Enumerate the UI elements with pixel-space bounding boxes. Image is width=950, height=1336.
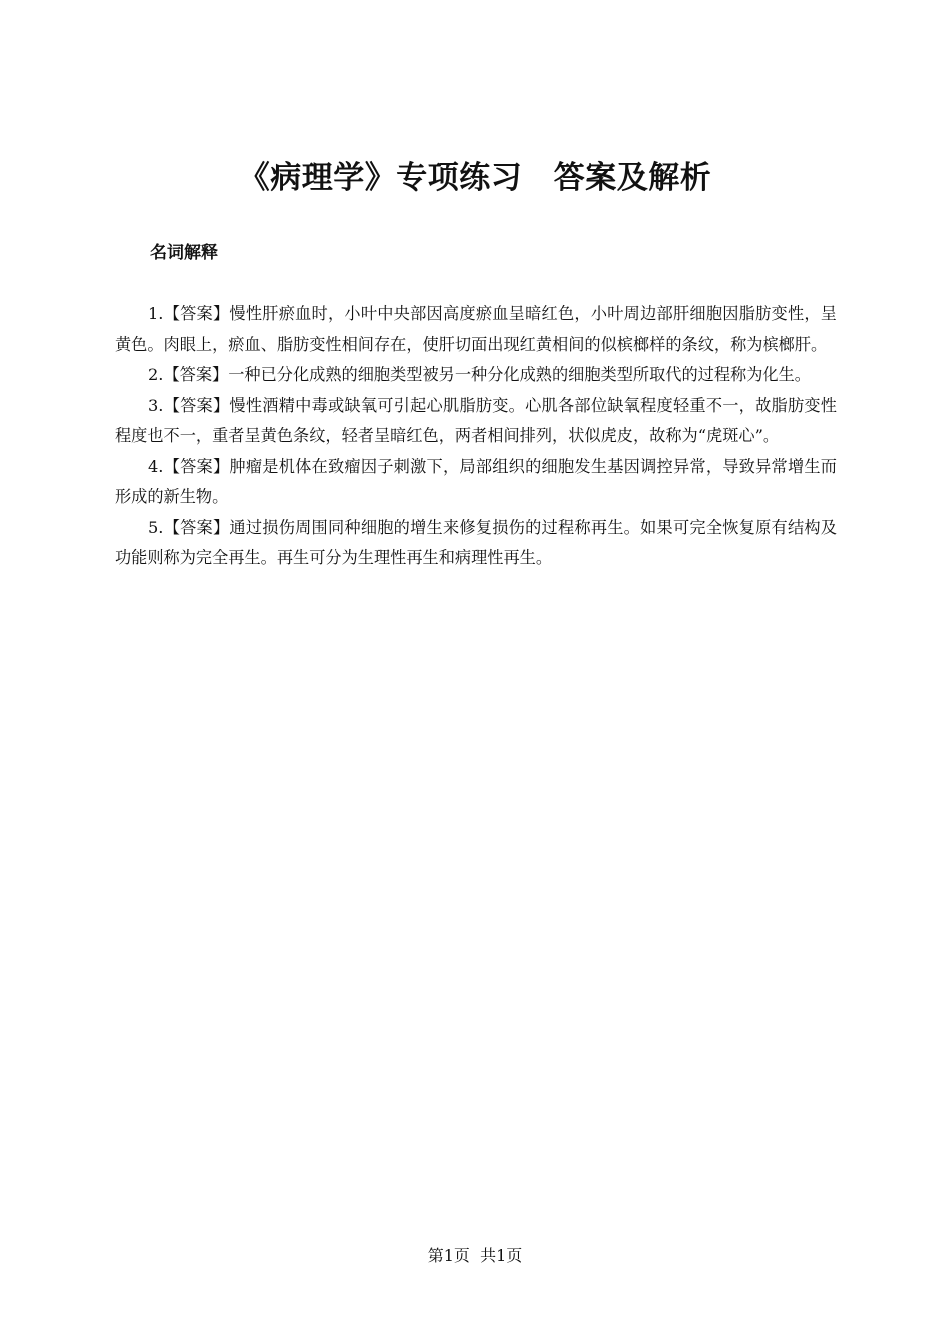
answer-label: 【答案】 xyxy=(163,365,229,384)
answer-label: 【答案】 xyxy=(163,304,230,323)
answer-item-2 xyxy=(115,360,837,391)
answer-item-1 xyxy=(115,299,837,360)
answer-list xyxy=(115,299,837,574)
answer-text: 一种已分化成熟的细胞类型被另一种分化成熟的细胞类型所取代的过程称为化生。 xyxy=(228,365,811,384)
document-title: 《病理学》专项练习 答案及解析 xyxy=(238,160,712,196)
section-heading: 名词解释 xyxy=(150,243,218,263)
page-total: 共1页 xyxy=(480,1246,523,1265)
answer-number: 5. xyxy=(148,517,164,537)
answer-text: 肿瘤是机体在致瘤因子刺激下，局部组织的细胞发生基因调控异常，导致异常增生而形成的新生物。 xyxy=(115,456,837,506)
page-number: 第1页 xyxy=(427,1246,470,1265)
answer-label: 【答案】 xyxy=(163,456,230,476)
answer-label: 【答案】 xyxy=(163,517,230,537)
answer-number: 3. xyxy=(148,395,164,415)
answer-number: 4. xyxy=(148,456,164,476)
answer-number: 2. xyxy=(148,365,164,384)
answer-item-4 xyxy=(115,452,837,513)
answer-text: 通过损伤周围同种细胞的增生来修复损伤的过程称再生。如果可完全恢复原有结构及功能则称为完全再生。再生可分为生理性再生和病理性再生。 xyxy=(115,517,837,567)
page-footer xyxy=(0,1243,950,1266)
answer-item-3 xyxy=(115,391,837,452)
answer-text: 慢性酒精中毒或缺氧可引起心肌脂肪变。心肌各部位缺氧程度轻重不一，故脂肪变性程度也不一，重者呈黄色条纹，轻者呈暗红色，两者相间排列，状似虎皮，故称为“虎斑心”。 xyxy=(115,395,837,445)
answer-text: 慢性肝瘀血时，小叶中央部因高度瘀血呈暗红色，小叶周边部肝细胞因脂肪变性，呈黄色。肉眼上，瘀血、脂肪变性相间存在，使肝切面出现红黄相间的似槟榔样的条纹，称为槟榔肝。 xyxy=(115,304,837,354)
answer-label: 【答案】 xyxy=(163,395,230,415)
answer-number: 1. xyxy=(148,304,164,323)
answer-item-5 xyxy=(115,513,837,574)
